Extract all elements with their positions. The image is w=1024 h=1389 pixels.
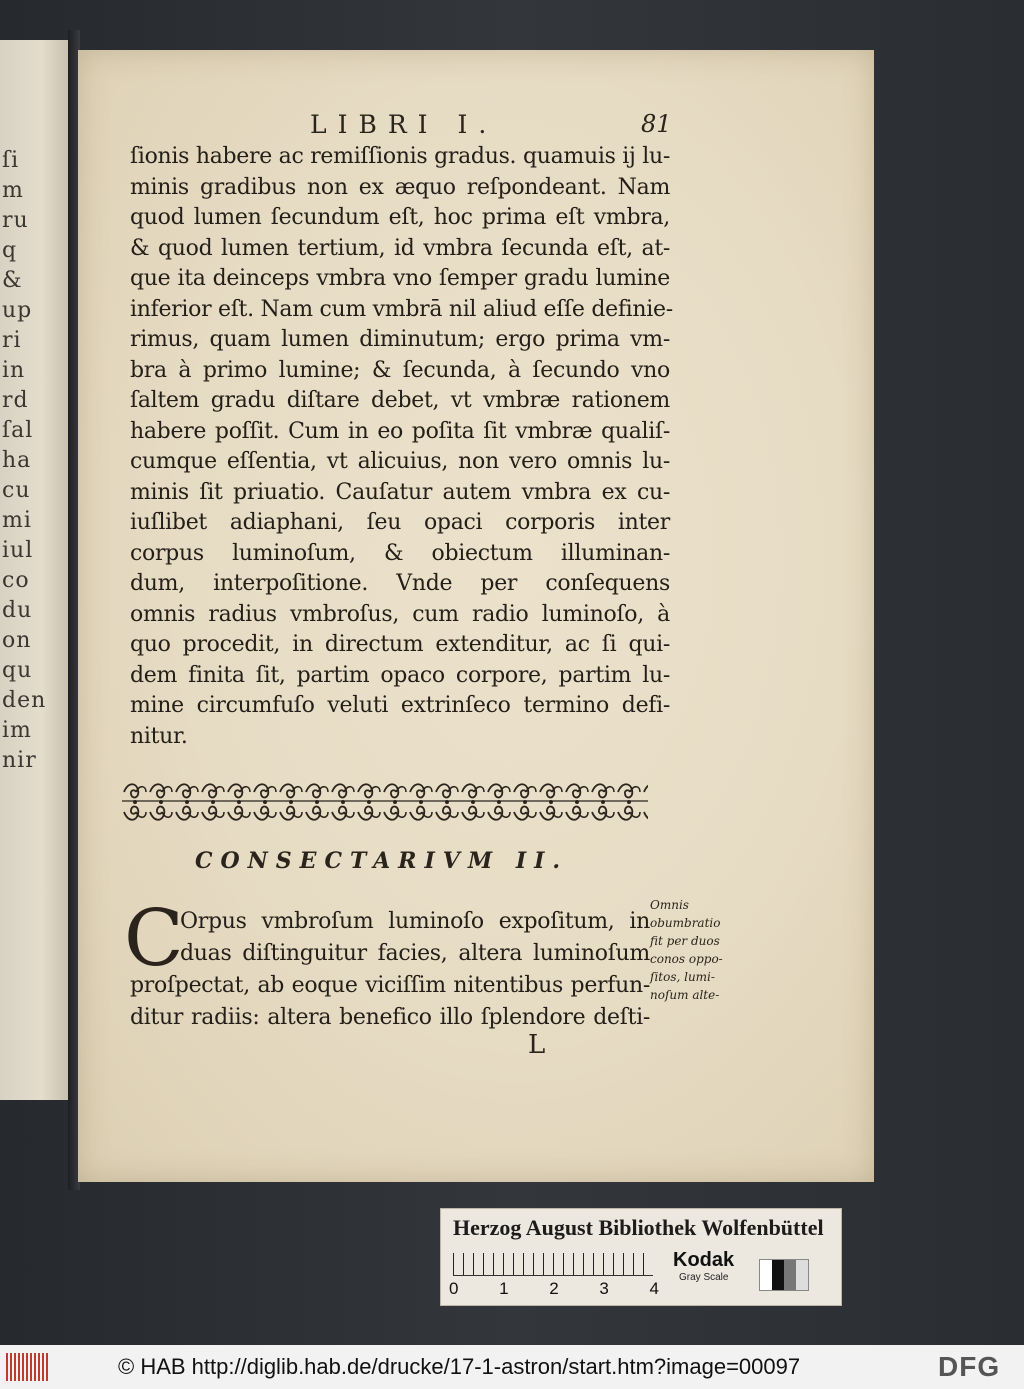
facing-page-fragment: ri — [2, 328, 22, 353]
page-number: 81 — [641, 110, 672, 138]
scale-ruler — [453, 1253, 653, 1276]
signature-mark: L — [528, 1030, 546, 1060]
facing-page-fragment: du — [2, 598, 33, 623]
facing-page-fragment: & — [2, 268, 23, 293]
ornament-border — [122, 778, 648, 824]
facing-page-fragment: ſal — [2, 418, 34, 443]
text-line: mine circumfuſo veluti extrinſeco termino defi- — [130, 693, 670, 718]
text-line: quo procedit, in directum extenditur, ac ſi qui- — [130, 632, 670, 657]
text-line: cumque eſſentia, vt alicuius, non vero omnis lu- — [130, 449, 670, 474]
text-line: rimus, quam lumen diminutum; ergo prima vm- — [130, 327, 670, 352]
ruler-number: 4 — [649, 1279, 659, 1298]
library-name: Herzog August Bibliothek Wolfenbüttel — [453, 1215, 824, 1240]
permalink-credit[interactable]: © HAB http://diglib.hab.de/drucke/17-1-astron/start.htm?image=00097 — [118, 1354, 801, 1379]
consectarium-paragraph — [130, 906, 650, 1034]
dfg-logo: DFG — [938, 1351, 1001, 1382]
facing-page-fragment: mi — [2, 508, 32, 533]
section-heading: CONSECTARIVM II. — [195, 848, 569, 874]
barcode-logo-icon — [6, 1353, 48, 1381]
text-line: duas diſtinguitur facies, altera luminoſum — [180, 941, 650, 966]
text-line: bra à primo lumine; & ſecunda, à ſecundo vno — [130, 357, 670, 383]
margin-note-line: noſum alte- — [650, 988, 720, 1002]
footer-bar — [0, 1345, 1024, 1389]
text-line: inferior eſt. Nam cum vmbrā nil aliud eſſe definie- — [130, 296, 673, 322]
text-line: & quod lumen tertium, id vmbra ſecunda eſt, at- — [130, 235, 670, 261]
text-line: proſpectat, ab eoque viciſſim nitentibus perfun- — [130, 973, 650, 998]
main-paragraph — [130, 142, 673, 752]
text-line: dem finita ſit, partim opaco corpore, partim lu- — [130, 662, 670, 688]
margin-note-line: Omnis — [650, 898, 689, 912]
facing-page-fragment: up — [2, 298, 33, 323]
margin-note-line: conos oppo- — [650, 952, 723, 966]
margin-note — [650, 896, 760, 1004]
margin-note-line: ſitos, lumi- — [650, 970, 715, 984]
text-line: nitur. — [130, 723, 188, 749]
facing-page-fragment: ſi — [2, 148, 20, 173]
facing-page-fragment: on — [2, 628, 32, 653]
facing-page-fragment: im — [2, 718, 32, 743]
margin-note-line: obumbratio — [650, 916, 721, 930]
facing-page-fragment: qu — [2, 658, 33, 683]
facing-page-fragment: q — [2, 238, 18, 263]
text-line: ſaltem gradu diſtare debet, vt vmbræ rationem — [130, 388, 670, 413]
facing-page-fragment: co — [2, 568, 30, 593]
facing-page-fragment: den — [2, 688, 47, 713]
text-line: iuſlibet adiaphani, ſeu opaci corporis inter — [130, 510, 670, 535]
text-line: Orpus vmbroſum luminoſo expoſitum, in — [180, 909, 650, 934]
text-line: ditur radiis: altera benefico illo ſplendore deſti- — [130, 1005, 650, 1030]
text-line: habere poſſit. Cum in eo poſita ſit vmbræ qualiſ- — [130, 418, 670, 444]
ruler-number: 3 — [599, 1279, 609, 1298]
facing-page-fragment: ru — [2, 208, 29, 233]
text-line: dum, interpoſitione. Vnde per conſequens — [130, 571, 670, 596]
facing-page-fragment: rd — [2, 388, 29, 413]
facing-page-fragment: nir — [2, 748, 37, 773]
ruler-numbers — [449, 1279, 659, 1299]
ruler-number: 1 — [499, 1279, 509, 1298]
ruler-number: 0 — [449, 1279, 459, 1298]
kodak-brand: Kodak — [673, 1249, 735, 1271]
text-line: que ita deinceps vmbra vno ſemper gradu lumine — [130, 266, 670, 291]
facing-page-fragment: iul — [2, 538, 34, 563]
facing-page-fragment: ha — [2, 448, 32, 473]
drop-cap: C — [124, 894, 184, 984]
gray-swatch — [759, 1259, 809, 1291]
ruler-number: 2 — [549, 1279, 559, 1298]
color-reference-card — [440, 1208, 842, 1306]
text-line: quod lumen ſecundum eſt, hoc prima eſt vmbra, — [130, 205, 670, 230]
facing-page-fragment: m — [2, 178, 24, 203]
grayscale-label: Gray Scale — [679, 1272, 729, 1283]
facing-page-fragment: in — [2, 358, 26, 383]
text-line: minis gradibus non ex æquo reſpondeant. Nam — [130, 174, 670, 200]
facing-page-fragment: cu — [2, 478, 31, 503]
running-head: LIBRI I. — [310, 110, 498, 139]
text-line: omnis radius vmbroſus, cum radio luminoſo, à — [130, 601, 670, 627]
margin-note-line: fit per duos — [650, 934, 720, 948]
facing-page-edge — [0, 40, 70, 1100]
text-line: ſionis habere ac remiſſionis gradus. quamuis ij lu- — [130, 144, 670, 169]
text-line: corpus luminoſum, & obiectum illuminan- — [130, 540, 670, 566]
text-line: minis ſit priuatio. Cauſatur autem vmbra ex cu- — [130, 479, 670, 505]
